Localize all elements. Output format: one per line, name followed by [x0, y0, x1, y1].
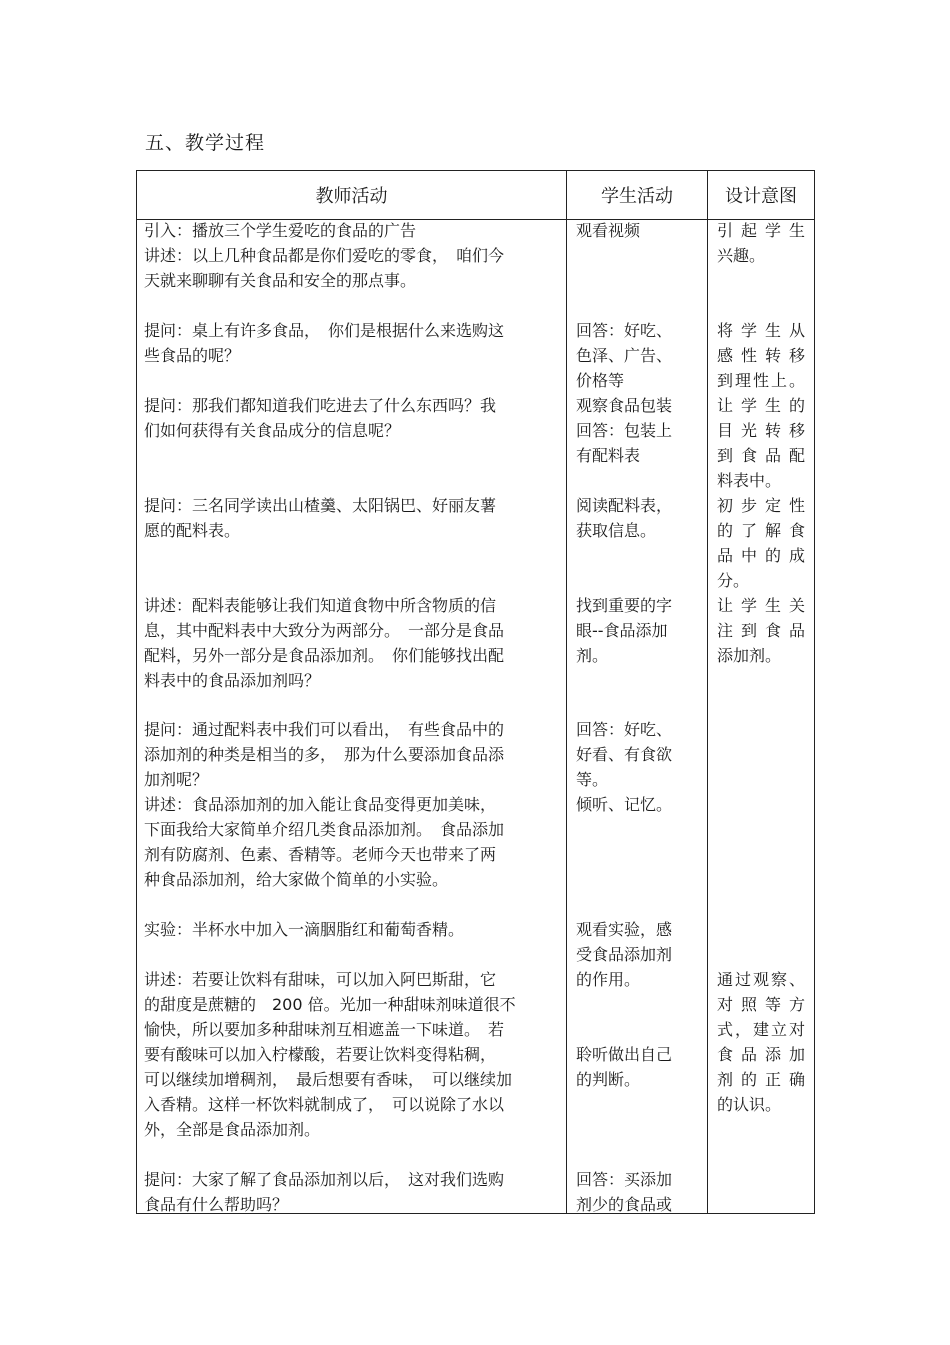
student-activity-line: 的判断。 — [576, 1070, 641, 1089]
design-intent-line: 让学生的 — [717, 396, 805, 415]
teacher-activity-line: 添加剂的种类是相当的多， 那为什么要添加食品添 — [144, 745, 505, 764]
teaching-process-table — [136, 170, 815, 1214]
teacher-activity-line: 加剂呢？ — [144, 770, 209, 789]
student-activity-line: 剂。 — [576, 646, 609, 665]
student-activity-line: 观看实验，感 — [576, 920, 673, 939]
student-activity-line: 色泽、广告、 — [576, 346, 673, 365]
student-activity-line: 观察食品包装 — [576, 396, 673, 415]
student-activity-block — [576, 318, 672, 393]
student-activity-line: 回答：好吃、 — [576, 720, 673, 739]
design-intent-line: 目光转移 — [717, 421, 805, 440]
section-title: 五、教学过程 — [145, 132, 266, 154]
teacher-activity-line: 下面我给大家简单介绍几类食品添加剂。 食品添加 — [144, 820, 505, 839]
design-intent-block — [717, 593, 805, 668]
student-activity-line: 获取信息。 — [576, 521, 657, 540]
design-intent-line: 到食品配 — [717, 446, 805, 465]
teacher-activity-block — [144, 218, 504, 293]
design-intent-line: 的了解食 — [717, 521, 805, 540]
header-design-intent: 设计意图 — [725, 186, 797, 207]
design-intent-block — [717, 393, 805, 493]
student-activity-line: 聆听做出自己 — [576, 1045, 673, 1064]
student-activity-line: 回答：买添加 — [576, 1170, 673, 1189]
teacher-activity-line: 愿的配料表。 — [144, 521, 241, 540]
student-activity-line: 回答：好吃、 — [576, 321, 673, 340]
student-activity-line: 剂少的食品或 — [576, 1195, 673, 1214]
student-activity-line: 有配料表 — [576, 446, 641, 465]
student-activity-block — [576, 717, 672, 817]
teacher-activity-line: 入香精。这样一杯饮料就制成了， 可以说除了水以 — [144, 1095, 505, 1114]
student-activity-line: 阅读配料表， — [576, 496, 673, 515]
teacher-activity-block — [144, 1167, 504, 1217]
teacher-activity-block — [144, 318, 504, 368]
teacher-activity-line: 要有酸味可以加入柠檬酸，若要让饮料变得粘稠， — [144, 1045, 497, 1064]
teacher-activity-line: 可以继续加增稠剂， 最后想要有香味， 可以继续加 — [144, 1070, 513, 1089]
teacher-activity-line: 提问：那我们都知道我们吃进去了什么东西吗？我 — [144, 396, 497, 415]
student-activity-block — [576, 218, 640, 243]
design-intent-block — [717, 493, 805, 593]
header-student-activity: 学生活动 — [601, 186, 673, 207]
design-intent-line: 将学生从 — [717, 321, 805, 340]
student-activity-line: 的作用。 — [576, 970, 641, 989]
teacher-activity-line: 息，其中配料表中大致分为两部分。 一部分是食品 — [144, 621, 505, 640]
teacher-activity-line: 食品有什么帮助吗？ — [144, 1195, 289, 1214]
teacher-activity-line: 提问：三名同学读出山楂羹、太阳锅巴、好丽友薯 — [144, 496, 497, 515]
teacher-activity-line: 提问：大家了解了食品添加剂以后， 这对我们选购 — [144, 1170, 505, 1189]
design-intent-block — [717, 967, 805, 1117]
student-activity-line: 等。 — [576, 770, 609, 789]
teacher-activity-line: 讲述：以上几种食品都是你们爱吃的零食， 咱们今 — [144, 246, 505, 265]
student-activity-block — [576, 1167, 672, 1217]
teacher-activity-line: 讲述：若要让饮料有甜味，可以加入阿巴斯甜，它 — [144, 970, 497, 989]
student-activity-line: 倾听、记忆。 — [576, 795, 673, 814]
teacher-activity-line: 外，全部是食品添加剂。 — [144, 1120, 321, 1139]
design-intent-line: 品中的成 — [717, 546, 805, 565]
student-activity-line: 好看、有食欲 — [576, 745, 673, 764]
design-intent-line: 对照等方 — [717, 995, 805, 1014]
design-intent-line: 料表中。 — [717, 471, 782, 490]
header-teacher-activity: 教师活动 — [315, 186, 388, 207]
design-intent-line: 让学生关 — [717, 596, 805, 615]
teacher-activity-block — [144, 393, 496, 443]
teacher-activity-line: 配料，另外一部分是食品添加剂。 你们能够找出配 — [144, 646, 505, 665]
student-activity-line: 找到重要的字 — [576, 596, 673, 615]
teacher-activity-block — [144, 717, 504, 892]
teacher-activity-line: 料表中的食品添加剂吗？ — [144, 671, 321, 690]
design-intent-line: 感性转移 — [717, 346, 805, 365]
teacher-activity-line: 提问：通过配料表中我们可以看出， 有些食品中的 — [144, 720, 505, 739]
design-intent-line: 兴趣。 — [717, 246, 766, 265]
design-intent-line: 的认识。 — [717, 1095, 782, 1114]
teacher-activity-line: 些食品的呢？ — [144, 346, 241, 365]
teacher-activity-line: 愉快，所以要加多种甜味剂互相遮盖一下味道。 若 — [144, 1020, 505, 1039]
teacher-activity-line: 天就来聊聊有关食品和安全的那点事。 — [144, 271, 417, 290]
teacher-activity-line: 引入：播放三个学生爱吃的食品的广告 — [144, 221, 417, 240]
design-intent-line: 初步定性 — [717, 496, 805, 515]
design-intent-block — [717, 218, 805, 268]
student-activity-block — [576, 593, 672, 668]
student-activity-line: 观看视频 — [576, 221, 641, 240]
student-activity-line: 价格等 — [576, 371, 625, 390]
student-activity-line: 受食品添加剂 — [576, 945, 673, 964]
column-divider — [707, 171, 708, 1213]
student-activity-block — [576, 917, 672, 992]
student-activity-block — [576, 493, 672, 543]
teacher-activity-block — [144, 917, 464, 942]
design-intent-line: 注到食品 — [717, 621, 805, 640]
design-intent-block — [717, 318, 805, 393]
teacher-activity-line: 种食品添加剂，给大家做个简单的小实验。 — [144, 870, 449, 889]
teacher-activity-block — [144, 967, 516, 1142]
teacher-activity-block — [144, 493, 496, 543]
teacher-activity-line: 剂有防腐剂、色素、香精等。老师今天也带来了两 — [144, 845, 497, 864]
design-intent-line: 添加剂。 — [717, 646, 782, 665]
design-intent-line: 食品添加 — [717, 1045, 805, 1064]
student-activity-line: 回答：包装上 — [576, 421, 673, 440]
design-intent-line: 式，建立对 — [717, 1020, 805, 1039]
design-intent-line: 通过观察、 — [717, 970, 805, 989]
teacher-activity-block — [144, 593, 504, 693]
teacher-activity-line: 讲述：配料表能够让我们知道食物中所含物质的信 — [144, 596, 497, 615]
student-activity-block — [576, 393, 672, 468]
column-divider — [566, 171, 567, 1213]
teacher-activity-line: 实验：半杯水中加入一滴胭脂红和葡萄香精。 — [144, 920, 465, 939]
teacher-activity-line: 们如何获得有关食品成分的信息呢？ — [144, 421, 401, 440]
design-intent-line: 引起学生 — [717, 221, 805, 240]
design-intent-line: 剂的正确 — [717, 1070, 805, 1089]
student-activity-line: 眼--食品添加 — [576, 621, 668, 640]
design-intent-line: 分。 — [717, 571, 750, 590]
design-intent-line: 到理性上。 — [717, 371, 805, 390]
student-activity-block — [576, 1042, 672, 1092]
teacher-activity-line: 讲述：食品添加剂的加入能让食品变得更加美味， — [144, 795, 497, 814]
teacher-activity-line: 提问：桌上有许多食品， 你们是根据什么来选购这 — [144, 321, 505, 340]
teacher-activity-line: 的甜度是蔗糖的 200 倍。光加一种甜味剂味道很不 — [144, 995, 516, 1014]
